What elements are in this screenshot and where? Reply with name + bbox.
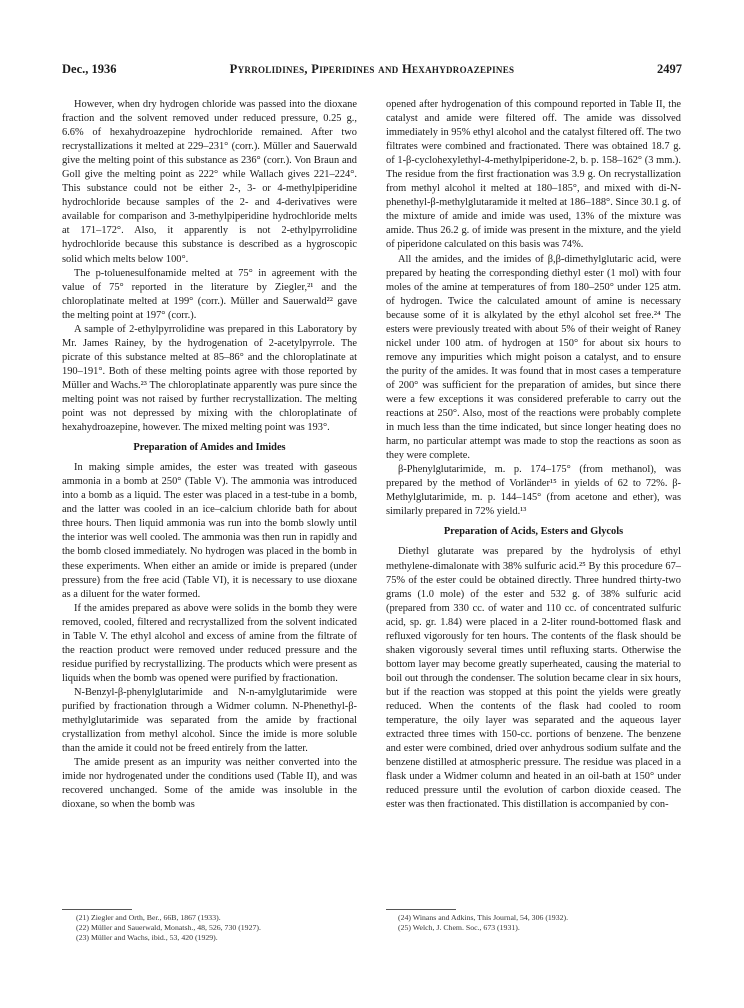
paragraph: In making simple amides, the ester was treated with gaseous ammonia in a bomb at 250° (Table V). The ammonia was introduced into a bomb as a liquid. The ester was placed in a test-tube in a bomb, and the latter was cooled in an ice–calcium chloride bath for about three hours. Then liquid ammonia was run into the bomb slowly until the interior was well cooled. The ammonia was then run in rapidly and the bomb closed immediately. No hydrogen was placed in the bomb in these experiments. When either an amide or imide is prepared (under pressure) from the free acid (Table VI), it is necessary to use dioxane as a diluent for the water formed. [62, 462, 357, 600]
footnotes-right [398, 913, 693, 933]
footnote: (25) Welch, J. Chem. Soc., 673 (1931). [398, 923, 520, 933]
paragraph: The p-toluenesulfonamide melted at 75° in agreement with the value of 75° reported in the literature by Ziegler,²¹ and the chloroplatinate melted at 199° (corr.). Müller and Sauerwald²² gave the melting point at 197° (corr.). [62, 267, 357, 321]
footnote: (22) Müller and Sauerwald, Monatsh., 48, 526, 730 (1927). [76, 923, 261, 933]
section-heading: Preparation of Acids, Esters and Glycols [443, 526, 624, 538]
paragraph: All the amides, and the imides of β,β-dimethylglutaric acid, were prepared by heating the corresponding diethyl ester (1 mol) with four moles of the amine at temperatures of from 180–250° under 125 atm. of hydrogen. Twice the calculated amount of amine is necessary because some of it is alkylated by the ethyl alcohol set free.²⁴ The esters were previously treated with about 5% of their weight of Raney nickel under 100 atm. of hydrogen at 150° for about six hours to remove any impurities which might poison a catalyst, and to ensure the purity of the amides. It was found that in most cases a temperature of 200° was sufficient for the preparation of amides, but since there were a few exceptions it was considered preferable to carry out the reactions at 250°. Also, most of the reactions were probably complete in much less than the time indicated, but since longer heating does no harm, no particular attempt was made to stop the reactions as soon as they were complete. [386, 253, 681, 462]
paragraph: opened after hydrogenation of this compound reported in Table II, the catalyst and amide were filtered off. The amide was dissolved immediately in 95% ethyl alcohol and the catalyst filtered off. The two filtrates were combined and fractionated. There was obtained 18.7 g. of 1-β-cyclohexylethyl-4-methylpiperidone-2, b. p. 158–162° (3 mm.). The residue from the first fractionation was 3.9 g. On recrystallization from methyl alcohol it melted at 180–185°, and mixed with di-N-phenethyl-β-methylglutaramide it melted at 186–188°. Since 30.1 g. of the mixture of amide and imide was used, 13% of the mixture was amide. Thus 26.2 g. of imide was present in the mixture, and the yield of piperidone calculated on this basis was 74%. [386, 99, 681, 251]
paragraph: Diethyl glutarate was prepared by the hydrolysis of ethyl methylene-dimalonate with 38% sulfuric acid.²⁵ By this procedure 67–75% of the ester could be obtained directly. Three hundred thirty-two grams (1.0 mole) of the ester and 532 g. of 38% sulfuric acid (prepared from 330 cc. of water and 110 cc. of concentrated sulfuric acid, sp. gr. 1.84) were placed in a 2-liter round-bottomed flask and refluxed vigorously for ten hours. The contents of the flask should be shaken vigorously several times until refluxing starts. Otherwise the bottom layer may become greatly superheated, causing the material to boil out through the condenser. The solution became clear in six hours, but if the reaction was stopped at this point the yields were greatly reduced. When the contents of the flask had cooled to room temperature, the oily layer was separated and the aqueous layer extracted three times with 150-cc. portions of benzene. The benzene and ester were combined, dried over anhydrous sodium sulfate and the benzene distilled at atmospheric pressure. The residue was placed in a flask under a Widmer column and heated in an oil-bath at 150° under reduced pressure until the evolution of carbon dioxide ceased. The ester was then fractionated. This distillation is accompanied by con- [386, 546, 681, 811]
page-number: 2497 [657, 62, 682, 76]
footnote: (21) Ziegler and Orth, Ber., 66B, 1867 (1933). [76, 913, 221, 922]
paragraph: However, when dry hydrogen chloride was passed into the dioxane fraction and the solvent removed under reduced pressure, 0.25 g., 6.6% of hexahydroazepine hydrochloride remained. After two recrystallizations it melted at 229–231° (corr.). Müller and Sauerwald give the melting point of this substance as 236° (corr.). Von Braun and Goll give the melting point as 222° while Wallach gives 221–224°. This substance could not be either 2-, 3- or 4-methylpiperidine hydrochloride because samples of the 2- and 4-derivatives were available for comparison and 3-methylpiperidine hydrochloride melts at 171–172°. Also, it apparently is not 2-ethylpyrrolidine hydrochloride because this substance is described as a hygroscopic solid which melts below 100°. [62, 99, 357, 265]
paragraph: If the amides prepared as above were solids in the bomb they were removed, cooled, filtered and recrystallized from the solvent indicated in Table V. The ethyl alcohol and excess of amine from the filtrate of the reaction product were removed under reduced pressure and the residue purified by recrystallizing. The products which were present as liquids when the bomb was opened were purified by fractionation. [62, 602, 357, 684]
header-date: Dec., 1936 [62, 62, 117, 76]
footnote: (23) Müller and Wachs, ibid., 53, 420 (1929). [76, 933, 218, 943]
right-column [386, 98, 681, 812]
paragraph: β-Phenylglutarimide, m. p. 174–175° (from methanol), was prepared by the method of Vorländer¹⁵ in yields of 62 to 72%. β-Methylglutarimide, m. p. 144–145° (from acetone and ether), was similarly prepared in 72% yield.¹³ [386, 464, 681, 518]
paragraph: A sample of 2-ethylpyrrolidine was prepared in this Laboratory by Mr. James Rainey, by the hydrogenation of 2-acetylpyrrole. The picrate of this substance melted at 85–86° and the chloroplatinate at 190–191°. Both of these melting points agree with those reported by Müller and Wachs.²³ The chloroplatinate apparently was pure since the melting point was not raised by further recrystallization. The melting point was not depressed by mixing with the chloroplatinate of hexahydroazepine, however. The mixed melting point was 193°. [62, 323, 357, 434]
paragraph: The amide present as an impurity was neither converted into the imide nor hydrogenated under the conditions used (Table II), and was recovered unchanged. Some of the amide was insoluble in the dioxane, so when the bomb was [62, 757, 357, 811]
footnote: (24) Winans and Adkins, This Journal, 54, 306 (1932). [398, 913, 569, 922]
section-heading: Preparation of Amides and Imides [133, 442, 286, 454]
footnotes-left [76, 913, 371, 944]
paragraph: N-Benzyl-β-phenylglutarimide and N-n-amylglutarimide were purified by fractionation through a Widmer column. N-Phenethyl-β-methylglutarimide was separated from the amide by fractional crystallization from methyl alcohol. Since the imide is more soluble than the amide it could not be freed entirely from the latter. [62, 686, 357, 755]
left-column [62, 98, 357, 812]
footnote-rule [62, 909, 132, 910]
footnote-rule [386, 909, 456, 910]
header-title: Pyrrolidines, Piperidines and Hexahydroazepines [229, 62, 515, 76]
running-header [62, 62, 682, 82]
